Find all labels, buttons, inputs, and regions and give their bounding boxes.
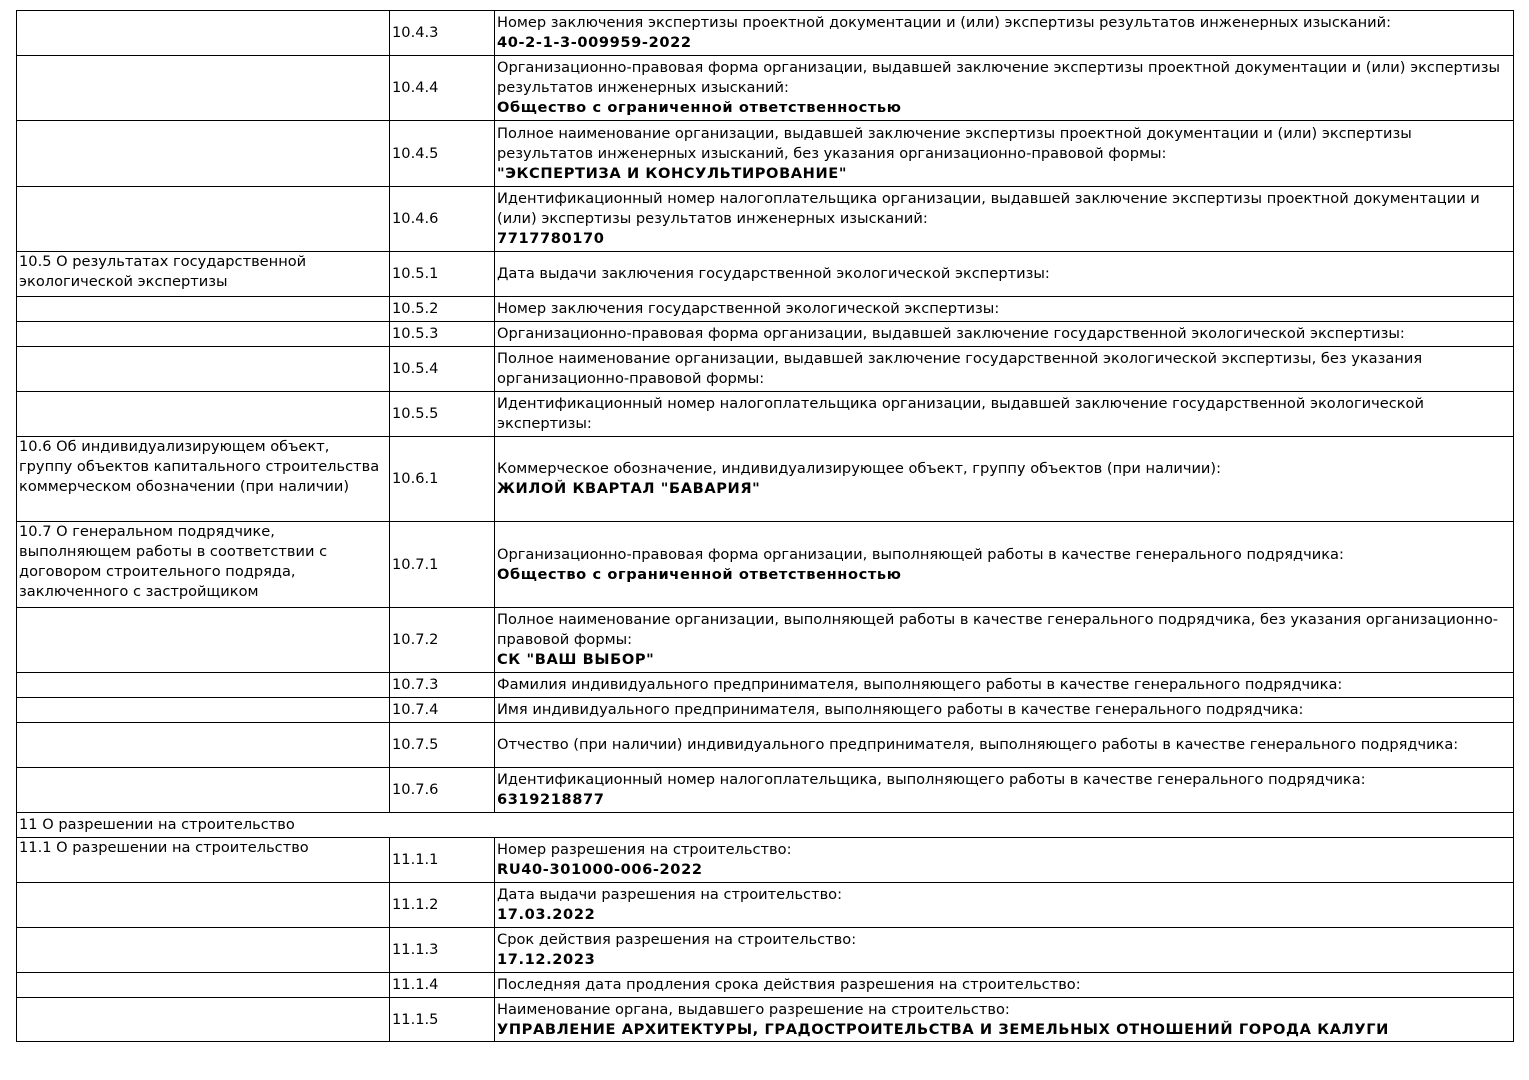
field-value: СК "ВАШ ВЫБОР" (497, 651, 655, 668)
description-cell (495, 998, 1514, 1042)
table-row (17, 11, 1514, 56)
section-cell (17, 698, 390, 723)
code-cell: 10.7.3 (390, 673, 495, 698)
section-cell (17, 347, 390, 392)
description-cell (495, 392, 1514, 437)
description-cell (495, 121, 1514, 187)
section-cell (17, 928, 390, 973)
field-label: Имя индивидуального предпринимателя, выполняющего работы в качестве генерального подрядчика: (497, 701, 1304, 718)
field-label: Последняя дата продления срока действия разрешения на строительство: (497, 976, 1081, 993)
field-value: 17.12.2023 (497, 951, 596, 968)
field-value: RU40-301000-006-2022 (497, 861, 703, 878)
section-cell: 10.5 О результатах государственной экологической экспертизы (17, 252, 390, 297)
description-cell (495, 673, 1514, 698)
description-cell (495, 252, 1514, 297)
table-row (17, 252, 1514, 297)
section-cell (17, 998, 390, 1042)
code-cell: 10.4.3 (390, 11, 495, 56)
section-cell (17, 121, 390, 187)
table-row (17, 673, 1514, 698)
section-cell (17, 883, 390, 928)
field-label: Дата выдачи заключения государственной экологической экспертизы: (497, 265, 1050, 282)
field-label: Идентификационный номер налогоплательщика организации, выдавшей заключение экспертизы проектной документации и (или) экспертизы результатов инженерных изысканий: (497, 190, 1480, 227)
table-row (17, 392, 1514, 437)
code-cell: 11.1.2 (390, 883, 495, 928)
description-cell (495, 973, 1514, 998)
field-value: 7717780170 (497, 230, 605, 247)
description-cell (495, 838, 1514, 883)
section-cell (17, 322, 390, 347)
table-row (17, 928, 1514, 973)
description-cell (495, 187, 1514, 252)
field-label: Организационно-правовая форма организации, выдавшей заключение государственной экологической экспертизы: (497, 325, 1405, 342)
field-value: 6319218877 (497, 791, 605, 808)
table-row (17, 698, 1514, 723)
description-cell (495, 928, 1514, 973)
code-cell: 10.7.6 (390, 768, 495, 813)
table-row (17, 608, 1514, 673)
section-cell (17, 297, 390, 322)
field-label: Полное наименование организации, выдавшей заключение государственной экологической экспертизы, без указания организационно-правовой формы: (497, 350, 1423, 387)
description-cell (495, 608, 1514, 673)
field-label: Фамилия индивидуального предпринимателя, выполняющего работы в качестве генерального подрядчика: (497, 676, 1343, 693)
field-value: 17.03.2022 (497, 906, 596, 923)
code-cell: 10.5.5 (390, 392, 495, 437)
code-cell: 10.7.5 (390, 723, 495, 768)
table-row (17, 437, 1514, 522)
field-label: Полное наименование организации, выдавшей заключение экспертизы проектной документации и (или) экспертизы результатов инженерных изысканий, без указания организационно-правовой формы: (497, 124, 1412, 162)
field-label: Коммерческое обозначение, индивидуализирующее объект, группу объектов (при наличии): (497, 460, 1222, 477)
code-cell: 11.1.4 (390, 973, 495, 998)
description-cell (495, 11, 1514, 56)
description-cell (495, 883, 1514, 928)
field-label: Дата выдачи разрешения на строительство: (497, 886, 843, 903)
table-row (17, 56, 1514, 121)
description-cell (495, 297, 1514, 322)
section-cell (17, 768, 390, 813)
field-label: Организационно-правовая форма организации, выдавшей заключение экспертизы проектной документации и (или) экспертизы результатов инженерных изысканий: (497, 59, 1501, 96)
field-value: 40-2-1-3-009959-2022 (497, 34, 692, 51)
field-label: Отчество (при наличии) индивидуального предпринимателя, выполняющего работы в качестве генерального подрядчика: (497, 736, 1459, 753)
code-cell: 10.7.2 (390, 608, 495, 673)
section-cell (17, 973, 390, 998)
section-cell (17, 723, 390, 768)
field-label: Идентификационный номер налогоплательщика организации, выдавшей заключение государственной экологической экспертизы: (497, 395, 1424, 432)
code-cell: 10.4.5 (390, 121, 495, 187)
section-cell (17, 673, 390, 698)
table-row (17, 347, 1514, 392)
description-cell (495, 347, 1514, 392)
section-header: 11 О разрешении на строительство (17, 813, 1514, 838)
section-cell: 10.6 Об индивидуализирующем объект, группу объектов капитального строительства коммерческом обозначении (при наличии) (17, 437, 390, 522)
table-row (17, 838, 1514, 883)
description-cell (495, 56, 1514, 121)
table-row (17, 322, 1514, 347)
code-cell: 11.1.3 (390, 928, 495, 973)
section-cell: 11.1 О разрешении на строительство (17, 838, 390, 883)
code-cell: 10.4.6 (390, 187, 495, 252)
table-row (17, 998, 1514, 1042)
table-row (17, 297, 1514, 322)
field-value: Общество с ограниченной ответственностью (497, 99, 902, 116)
code-cell: 11.1.5 (390, 998, 495, 1042)
table-row (17, 121, 1514, 187)
section-cell (17, 392, 390, 437)
code-cell: 10.7.1 (390, 522, 495, 608)
field-value: УПРАВЛЕНИЕ АРХИТЕКТУРЫ, ГРАДОСТРОИТЕЛЬСТВА И ЗЕМЕЛЬНЫХ ОТНОШЕНИЙ ГОРОДА КАЛУГИ (497, 1020, 1389, 1038)
table-row (17, 883, 1514, 928)
field-label: Организационно-правовая форма организации, выполняющей работы в качестве генерального подрядчика: (497, 545, 1344, 563)
field-label: Срок действия разрешения на строительство: (497, 931, 857, 948)
section-cell (17, 608, 390, 673)
code-cell: 11.1.1 (390, 838, 495, 883)
section-cell (17, 11, 390, 56)
code-cell: 10.7.4 (390, 698, 495, 723)
field-label: Наименование органа, выдавшего разрешение на строительство: (497, 1000, 1010, 1018)
description-cell (495, 698, 1514, 723)
section-cell (17, 187, 390, 252)
table-row (17, 187, 1514, 252)
table-row (17, 973, 1514, 998)
field-label: Полное наименование организации, выполняющей работы в качестве генерального подрядчика, без указания организационно-правовой формы: (497, 611, 1499, 648)
section-cell: 10.7 О генеральном подрядчике, выполняющем работы в соответствии с договором строительного подряда, заключенного с застройщиком (17, 522, 390, 608)
description-cell (495, 437, 1514, 522)
field-value: ЖИЛОЙ КВАРТАЛ "БАВАРИЯ" (497, 480, 761, 497)
code-cell: 10.5.1 (390, 252, 495, 297)
code-cell: 10.6.1 (390, 437, 495, 522)
description-cell (495, 522, 1514, 608)
declaration-table (16, 10, 1514, 1042)
table-row (17, 723, 1514, 768)
field-label: Номер разрешения на строительство: (497, 841, 792, 858)
field-label: Номер заключения государственной экологической экспертизы: (497, 300, 1000, 317)
field-value: Общество с ограниченной ответственностью (497, 565, 902, 583)
field-value: "ЭКСПЕРТИЗА И КОНСУЛЬТИРОВАНИЕ" (497, 164, 848, 182)
code-cell: 10.5.2 (390, 297, 495, 322)
table-row (17, 522, 1514, 608)
field-label: Номер заключения экспертизы проектной документации и (или) экспертизы результатов инженерных изысканий: (497, 14, 1392, 31)
table-row (17, 768, 1514, 813)
code-cell: 10.4.4 (390, 56, 495, 121)
description-cell (495, 768, 1514, 813)
section-cell (17, 56, 390, 121)
description-cell (495, 723, 1514, 768)
code-cell: 10.5.3 (390, 322, 495, 347)
field-label: Идентификационный номер налогоплательщика, выполняющего работы в качестве генерального подрядчика: (497, 771, 1366, 788)
code-cell: 10.5.4 (390, 347, 495, 392)
table-row (17, 813, 1514, 838)
description-cell (495, 322, 1514, 347)
